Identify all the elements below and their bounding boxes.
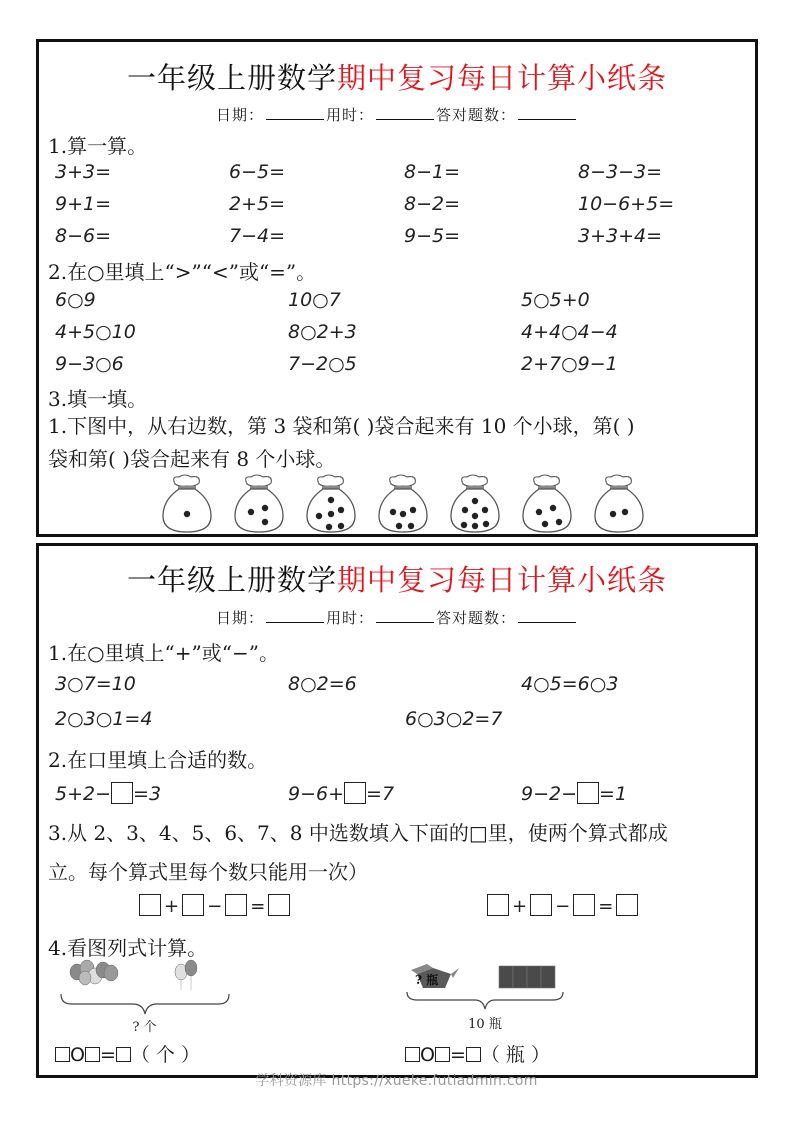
equals-sign: = [598, 896, 614, 917]
section-heading: 2.在○里填上“>”“<”或“=”。 [48, 260, 317, 284]
compare-problem: 4+4○4−4 [521, 321, 618, 343]
answer-box[interactable] [530, 894, 552, 916]
compare-row [39, 321, 755, 349]
answer-box[interactable] [116, 1047, 131, 1062]
title-topic: 期中复习每日计算小纸条 [337, 563, 668, 597]
problem-row [39, 193, 755, 221]
answer-box[interactable] [466, 1047, 481, 1062]
problem: 8−3−3= [578, 161, 663, 183]
answer-box[interactable] [268, 894, 290, 916]
brace-label: 10 瓶 [468, 1017, 502, 1032]
operator-circle[interactable]: O [420, 1044, 435, 1066]
problem: 2+5= [229, 193, 286, 215]
brace-label: ? 个 [132, 1020, 157, 1035]
equals-sign: = [449, 1044, 466, 1066]
problem: 9+1= [55, 193, 112, 215]
compare-problem: 6○9 [55, 289, 96, 311]
date-label: 日期： [215, 609, 264, 627]
expr-left: 9−6+ [288, 783, 345, 805]
section-heading: 1.在○里填上“+”或“−”。 [48, 641, 279, 665]
problem: 8−2= [404, 193, 461, 215]
ball-bag-icon [589, 474, 649, 534]
plus-sign: + [164, 896, 180, 917]
correct-count-blank[interactable] [518, 608, 576, 623]
time-label: 用时： [325, 106, 374, 124]
expr-right: =1 [599, 783, 628, 805]
compare-problem: 5○5+0 [521, 289, 590, 311]
title-grade: 一年级上册数学 [126, 563, 337, 597]
brace-icon [61, 994, 229, 1014]
answer-box[interactable] [344, 782, 366, 804]
date-label: 日期： [215, 106, 264, 124]
box-equation [139, 894, 290, 917]
answer-box[interactable] [85, 1047, 100, 1062]
worksheet-1 [36, 39, 758, 537]
answer-box[interactable] [487, 894, 509, 916]
worksheet-title [39, 558, 755, 599]
box-equation [487, 894, 638, 917]
expr-right: =3 [133, 783, 162, 805]
answer-equation [55, 1040, 200, 1067]
equation-row [39, 894, 755, 922]
watermark: 学科资源库 https://xueke.futiadmin.com [255, 1073, 538, 1089]
answer-equation [405, 1040, 550, 1067]
answer-box[interactable] [111, 782, 133, 804]
answer-box[interactable] [225, 894, 247, 916]
answer-box[interactable] [182, 894, 204, 916]
compare-problem: 2+7○9−1 [521, 353, 618, 375]
ball-bags-figure [157, 474, 657, 534]
section-heading: 4.看图列式计算。 [48, 936, 208, 960]
answer-box[interactable] [405, 1047, 420, 1062]
time-label: 用时： [325, 609, 374, 627]
expr-left: 5+2− [55, 783, 112, 805]
meta-line [39, 607, 755, 628]
expr-right: =7 [366, 783, 395, 805]
ball-bag-icon [229, 474, 289, 534]
ball-bag-icon [373, 474, 433, 534]
plus-sign: + [512, 896, 528, 917]
compare-problem: 10○7 [288, 289, 341, 311]
answer-box[interactable] [435, 1047, 450, 1062]
title-grade: 一年级上册数学 [126, 61, 337, 95]
problem: 7−4= [229, 225, 286, 247]
answer-box[interactable] [139, 894, 161, 916]
box-fill-row [39, 782, 755, 810]
section-heading: 1.算一算。 [48, 134, 148, 158]
answer-box[interactable] [577, 782, 599, 804]
problem: 6−5= [229, 161, 286, 183]
compare-problem: 7−2○5 [288, 353, 357, 375]
ball-bag-icon [445, 474, 505, 534]
date-blank[interactable] [266, 105, 324, 120]
compare-row [39, 289, 755, 317]
meta-line [39, 104, 755, 125]
problem: 8−6= [55, 225, 112, 247]
correct-count-label: 答对题数： [436, 106, 517, 124]
worksheet-title [39, 56, 755, 97]
compare-problem: 9−3○6 [55, 353, 124, 375]
box-fill-problem [55, 782, 161, 805]
problem: 10−6+5= [578, 193, 675, 215]
fill-question-line: 1.下图中，从右边数，第 3 袋和第( )袋合起来有 10 个小球，第( ) [48, 414, 635, 438]
operator-problem: 4○5=6○3 [521, 673, 619, 695]
section-heading: 3.填一填。 [48, 387, 148, 411]
equals-sign: = [99, 1044, 116, 1066]
unit-label: （ 个 ） [130, 1044, 200, 1066]
problem: 9−5= [404, 225, 461, 247]
worksheet-2 [36, 543, 758, 1078]
problem: 3+3= [55, 161, 112, 183]
expr-left: 9−2− [521, 783, 578, 805]
date-blank[interactable] [266, 608, 324, 623]
time-blank[interactable] [376, 105, 434, 120]
correct-count-blank[interactable] [518, 105, 576, 120]
ball-bag-icon [301, 474, 361, 534]
operator-row [39, 708, 755, 736]
ball-bag-icon [157, 474, 217, 534]
problem: 3+3+4= [578, 225, 663, 247]
equals-sign: = [250, 896, 266, 917]
answer-box[interactable] [616, 894, 638, 916]
answer-box[interactable] [55, 1047, 70, 1062]
minus-sign: − [555, 896, 571, 917]
correct-count-label: 答对题数： [436, 609, 517, 627]
operator-circle[interactable]: O [70, 1044, 85, 1066]
question-line: 3.从 2、3、4、5、6、7、8 中选数填入下面的□里，使两个算式都成 [48, 821, 668, 845]
time-blank[interactable] [376, 608, 434, 623]
question-line: 立。每个算式里每个数只能用一次） [48, 860, 368, 884]
minus-sign: − [207, 896, 223, 917]
compare-problem: 8○2+3 [288, 321, 357, 343]
box-fill-problem [521, 782, 627, 805]
answer-box[interactable] [573, 894, 595, 916]
ball-bag-icon [517, 474, 577, 534]
operator-problem: 8○2=6 [288, 673, 357, 695]
brace-icon [407, 992, 563, 1009]
operator-problem: 6○3○2=7 [405, 708, 503, 730]
title-topic: 期中复习每日计算小纸条 [337, 61, 668, 95]
bottles-figure [405, 962, 575, 1042]
box-fill-problem [288, 782, 394, 805]
problem-row [39, 161, 755, 189]
problem: 8−1= [404, 161, 461, 183]
compare-problem: 4+5○10 [55, 321, 136, 343]
operator-problem: 3○7=10 [55, 673, 136, 695]
section-heading: 2.在口里填上合适的数。 [48, 748, 268, 772]
operator-row [39, 673, 755, 701]
box-label: ? 瓶 [415, 973, 439, 987]
unit-label: （ 瓶 ） [480, 1044, 550, 1066]
operator-problem: 2○3○1=4 [55, 708, 153, 730]
fill-question-line: 袋和第( )袋合起来有 8 个小球。 [48, 447, 336, 471]
compare-row [39, 353, 755, 381]
problem-row [39, 225, 755, 253]
balloons-figure [57, 958, 232, 1038]
